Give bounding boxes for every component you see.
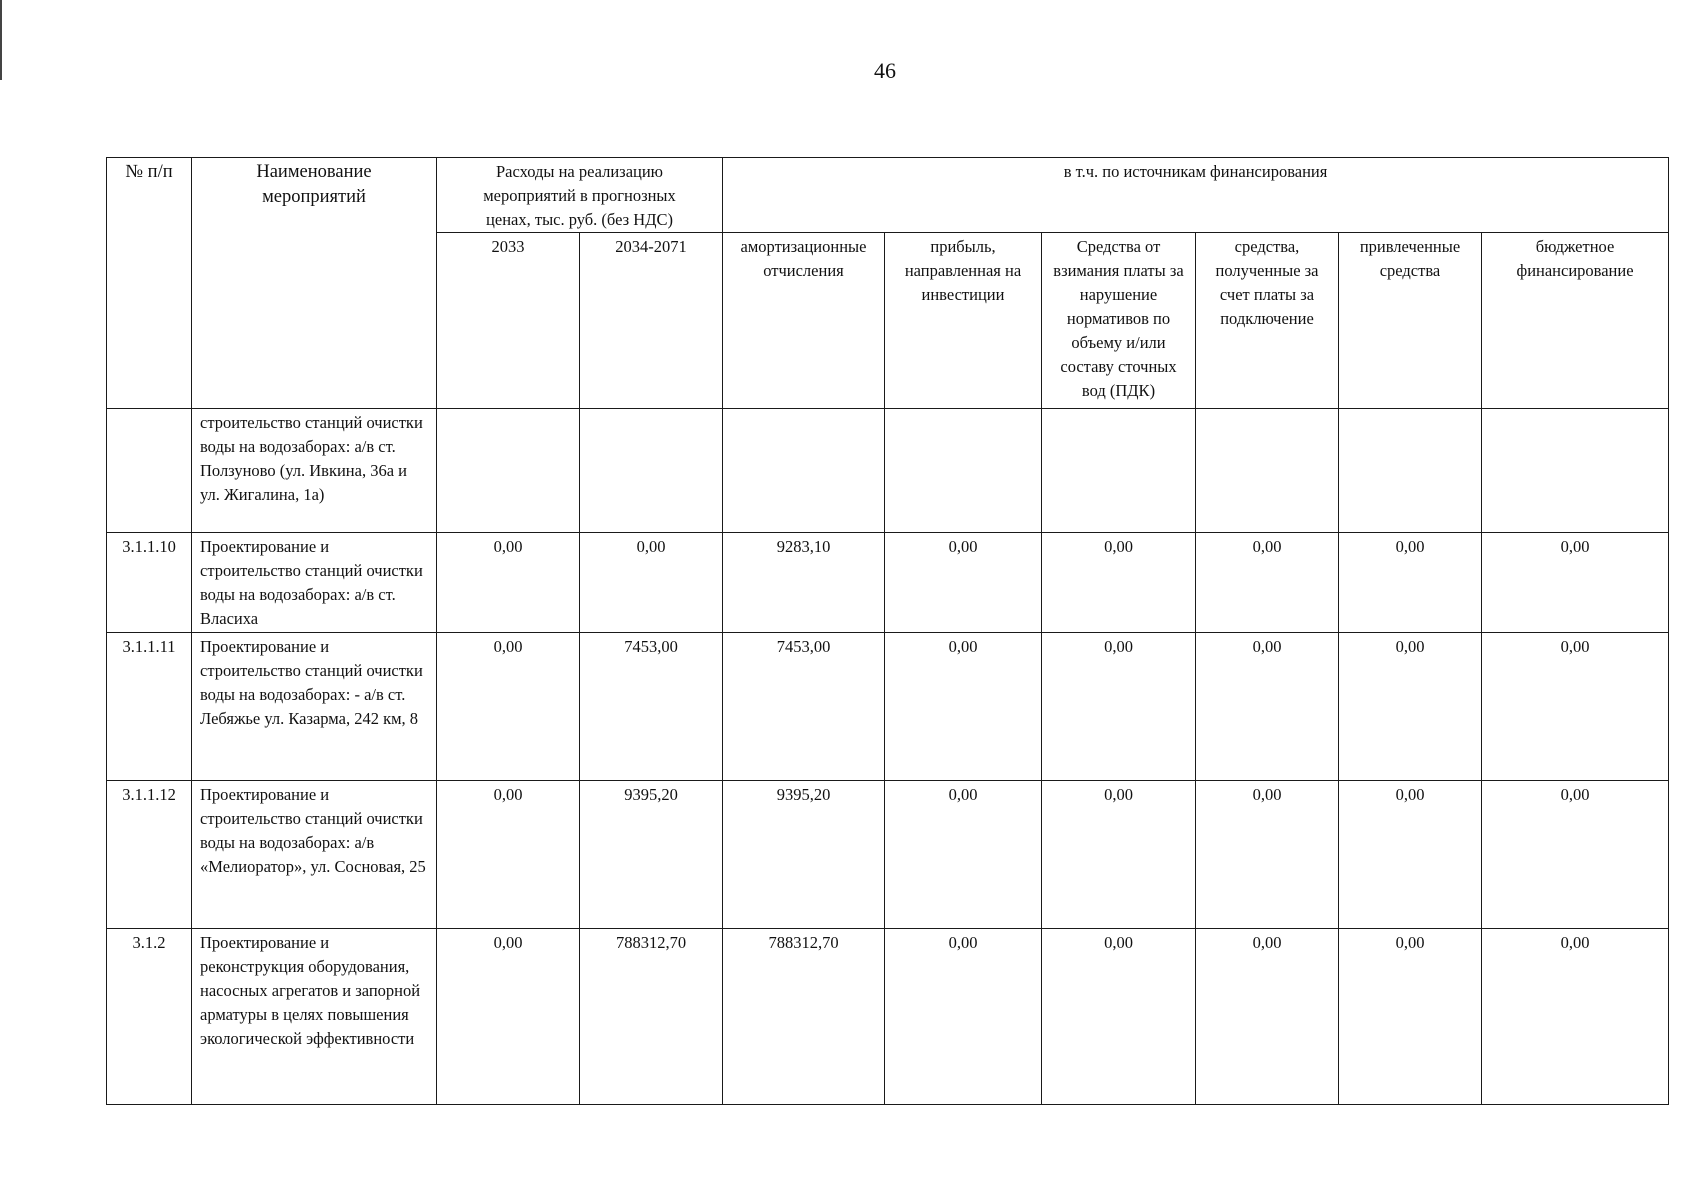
cell-2033: 0,00 — [437, 633, 580, 781]
header-sources: в т.ч. по источникам финансирования — [723, 158, 1669, 233]
table-row — [107, 781, 1669, 929]
table-row — [107, 929, 1669, 1105]
row-num: 3.1.1.12 — [107, 781, 192, 929]
cell-2034-2071 — [580, 409, 723, 533]
row-name: Проектирование и строительство станций очистки воды на водозаборах: а/в ст. Власиха — [192, 533, 437, 633]
page-number: 46 — [874, 58, 896, 83]
table-row — [107, 409, 1669, 533]
header-year-2033: 2033 — [437, 233, 580, 409]
cell-depreciation: 788312,70 — [723, 929, 885, 1105]
cell-depreciation: 9283,10 — [723, 533, 885, 633]
financing-table — [106, 157, 1669, 1105]
cell-connection: 0,00 — [1196, 533, 1339, 633]
header-row-1 — [107, 158, 1669, 233]
cell-depreciation — [723, 409, 885, 533]
cell-connection — [1196, 409, 1339, 533]
header-src-attracted: привлеченные средства — [1339, 233, 1482, 409]
cell-profit: 0,00 — [885, 781, 1042, 929]
header-year-2034-2071: 2034-2071 — [580, 233, 723, 409]
row-name: строительство станций очистки воды на водозаборах: а/в ст. Ползуново (ул. Ивкина, 36а и ул. Жигалина, 1а) — [192, 409, 437, 533]
cell-2034-2071: 9395,20 — [580, 781, 723, 929]
cell-attracted: 0,00 — [1339, 781, 1482, 929]
cell-budget: 0,00 — [1482, 633, 1669, 781]
cell-attracted: 0,00 — [1339, 533, 1482, 633]
cell-penalty: 0,00 — [1042, 533, 1196, 633]
cell-penalty — [1042, 409, 1196, 533]
cell-2034-2071: 0,00 — [580, 533, 723, 633]
cell-attracted: 0,00 — [1339, 929, 1482, 1105]
cell-connection: 0,00 — [1196, 781, 1339, 929]
cell-2034-2071: 7453,00 — [580, 633, 723, 781]
row-num: 3.1.1.11 — [107, 633, 192, 781]
cell-attracted — [1339, 409, 1482, 533]
cell-profit — [885, 409, 1042, 533]
cell-depreciation: 9395,20 — [723, 781, 885, 929]
row-num: 3.1.2 — [107, 929, 192, 1105]
cell-depreciation: 7453,00 — [723, 633, 885, 781]
row-name: Проектирование и реконструкция оборудования, насосных агрегатов и запорной арматуры в целях повышения экологической эффективности — [192, 929, 437, 1105]
cell-profit: 0,00 — [885, 633, 1042, 781]
cell-budget: 0,00 — [1482, 781, 1669, 929]
cell-budget: 0,00 — [1482, 533, 1669, 633]
cell-penalty: 0,00 — [1042, 929, 1196, 1105]
cell-2033: 0,00 — [437, 533, 580, 633]
table-row — [107, 533, 1669, 633]
header-src-connection: средства, полученные за счет платы за подключение — [1196, 233, 1339, 409]
cell-2034-2071: 788312,70 — [580, 929, 723, 1105]
header-src-budget: бюджетное финансирование — [1482, 233, 1669, 409]
cell-2033: 0,00 — [437, 929, 580, 1105]
header-src-depreciation: амортизационные отчисления — [723, 233, 885, 409]
header-src-profit: прибыль, направленная на инвестиции — [885, 233, 1042, 409]
header-name: Наименование мероприятий — [192, 158, 437, 409]
cell-penalty: 0,00 — [1042, 781, 1196, 929]
cell-penalty: 0,00 — [1042, 633, 1196, 781]
row-name: Проектирование и строительство станций очистки воды на водозаборах: а/в «Мелиоратор», ул. Сосновая, 25 — [192, 781, 437, 929]
header-src-penalty: Средства от взимания платы за нарушение нормативов по объему и/или составу сточных вод (ПДК) — [1042, 233, 1196, 409]
cell-budget: 0,00 — [1482, 929, 1669, 1105]
row-num — [107, 409, 192, 533]
cell-budget — [1482, 409, 1669, 533]
row-name: Проектирование и строительство станций очистки воды на водозаборах: - а/в ст. Лебяжье ул. Казарма, 242 км, 8 — [192, 633, 437, 781]
cell-profit: 0,00 — [885, 929, 1042, 1105]
cell-connection: 0,00 — [1196, 633, 1339, 781]
cell-2033 — [437, 409, 580, 533]
cell-2033: 0,00 — [437, 781, 580, 929]
header-num: № п/п — [107, 158, 192, 409]
table-row — [107, 633, 1669, 781]
row-num: 3.1.1.10 — [107, 533, 192, 633]
header-expenses: Расходы на реализацию мероприятий в прогнозных ценах, тыс. руб. (без НДС) — [437, 158, 723, 233]
cell-attracted: 0,00 — [1339, 633, 1482, 781]
cell-profit: 0,00 — [885, 533, 1042, 633]
cell-connection: 0,00 — [1196, 929, 1339, 1105]
